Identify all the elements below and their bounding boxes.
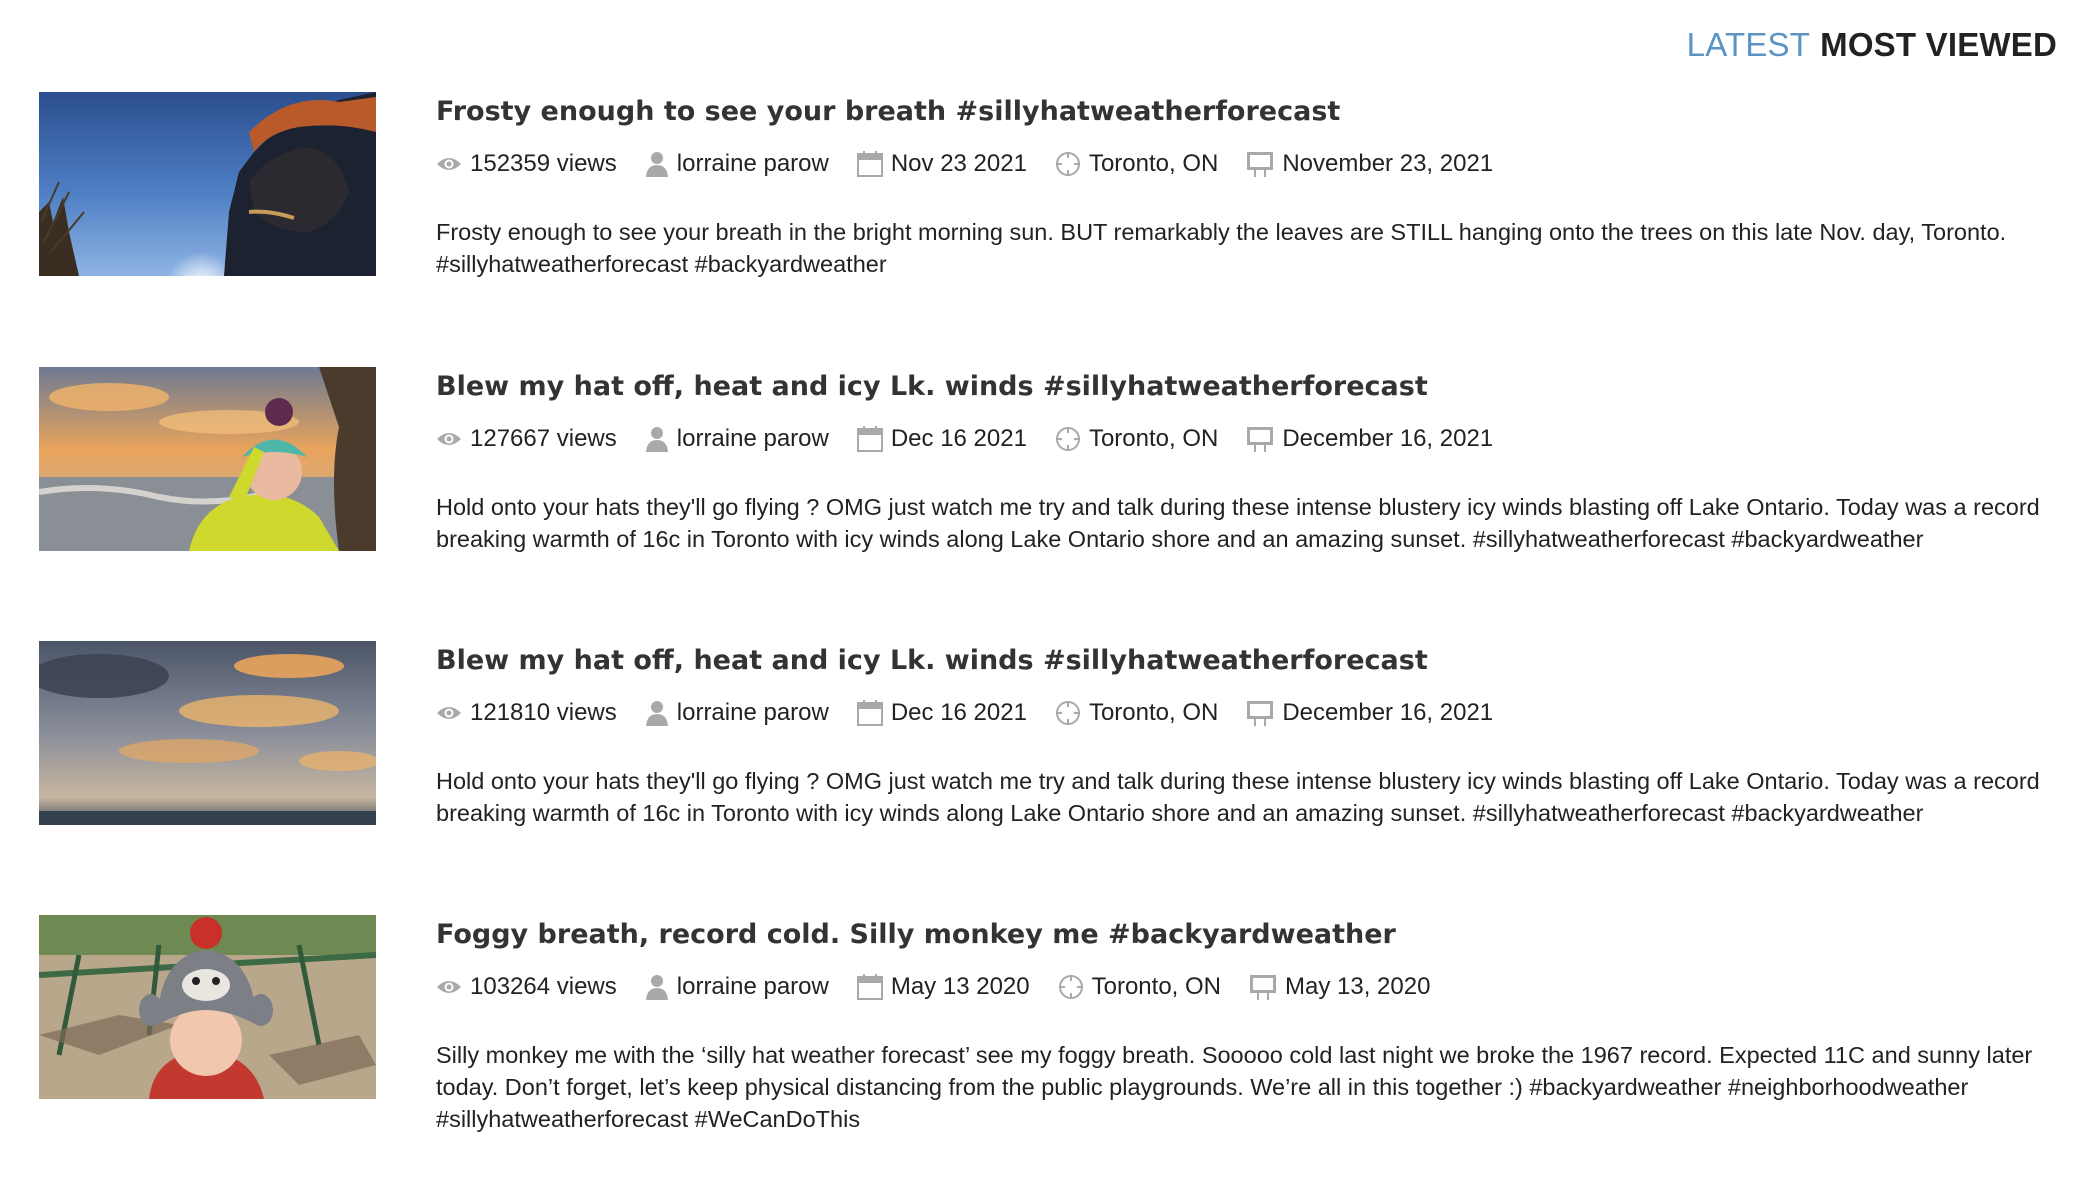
author[interactable] [645,699,829,727]
video-thumbnail[interactable] [39,915,376,1099]
user-icon [645,700,669,726]
tab-latest[interactable]: LATEST [1686,26,1811,63]
video-thumbnail[interactable] [39,92,376,276]
location-text: Toronto, ON [1088,150,1219,177]
video-thumbnail[interactable] [39,641,376,825]
eye-icon [436,155,462,173]
views-count [436,150,617,178]
video-meta [436,969,2046,1005]
video-list-item [39,92,2049,352]
thumbnail-monkey-hat-image [39,915,376,1099]
location [1058,973,1221,1001]
user-icon [645,974,669,1000]
views-text: 127667 views [470,425,617,452]
video-title[interactable]: Frosty enough to see your breath #sillyhatweatherforecast [436,96,1341,127]
calendar-icon [857,151,883,177]
date-short-text: Nov 23 2021 [890,150,1027,177]
presentation-board-icon [1246,700,1274,726]
eye-icon [436,430,462,448]
date-short-text: Dec 16 2021 [890,425,1027,452]
video-description: Silly monkey me with the ‘silly hat weather forecast’ see my foggy breath. Sooooo cold last night we broke the 1967 record. Expected 11C and sunny later today. Don’t forget, let’s keep physical distancing from the public playgrounds. We’re all in this together :) #backyardweather #neighborhoodweather #sillyhatweatherforecast #WeCanDoThis [436,1042,2033,1132]
views-text: 152359 views [470,150,617,177]
crosshair-icon [1055,700,1081,726]
location-text: Toronto, ON [1088,699,1219,726]
upload-date [857,425,1027,453]
location-text: Toronto, ON [1088,425,1219,452]
author-name: lorraine parow [676,699,829,726]
video-title[interactable]: Blew my hat off, heat and icy Lk. winds #sillyhatweatherforecast [436,371,1428,402]
views-count [436,699,617,727]
video-description: Frosty enough to see your breath in the bright morning sun. BUT remarkably the leaves are STILL hanging onto the trees on this late Nov. day, Toronto. #sillyhatweatherforecast #backyardweather [436,219,2007,277]
upload-date [857,150,1027,178]
upload-date [857,973,1030,1001]
posted-date [1246,699,1493,727]
video-meta [436,421,2046,457]
video-list-item [39,641,2049,901]
date-long-text: May 13, 2020 [1285,973,1431,1000]
location [1055,150,1218,178]
calendar-icon [857,974,883,1000]
author[interactable] [645,425,829,453]
video-meta [436,146,2046,182]
video-thumbnail[interactable] [39,367,376,551]
posted-date [1249,973,1430,1001]
thumbnail-sunset-lake-image [39,641,376,825]
author-name: lorraine parow [676,425,829,452]
author[interactable] [645,150,829,178]
video-list-item [39,367,2049,627]
video-title[interactable]: Foggy breath, record cold. Silly monkey me #backyardweather [436,919,1396,950]
location [1055,425,1218,453]
calendar-icon [857,700,883,726]
date-long-text: December 16, 2021 [1282,425,1494,452]
date-short-text: Dec 16 2021 [890,699,1027,726]
video-meta [436,695,2046,731]
video-title[interactable]: Blew my hat off, heat and icy Lk. winds #sillyhatweatherforecast [436,645,1428,676]
crosshair-icon [1058,974,1084,1000]
posted-date [1246,150,1493,178]
thumbnail-hat-sunset-image [39,367,376,551]
date-long-text: November 23, 2021 [1282,150,1494,177]
crosshair-icon [1055,426,1081,452]
location-text: Toronto, ON [1091,973,1221,1000]
presentation-board-icon [1246,426,1274,452]
views-text: 103264 views [470,973,617,1000]
calendar-icon [857,426,883,452]
presentation-board-icon [1249,974,1277,1000]
upload-date [857,699,1027,727]
video-description: Hold onto your hats they'll go flying ? OMG just watch me try and talk during these intense blustery icy winds blasting off Lake Ontario. Today was a record breaking warmth of 16c in Toronto with icy winds along Lake Ontario shore and an amazing sunset. #sillyhatweatherforecast #backyardweather [436,494,2040,552]
author[interactable] [645,973,829,1001]
views-count [436,973,617,1001]
tab-most-viewed[interactable]: MOST VIEWED [1820,26,2057,63]
sort-tabs [1687,26,2057,64]
video-list-item [39,915,2049,1175]
crosshair-icon [1055,151,1081,177]
date-short-text: May 13 2020 [890,973,1030,1000]
eye-icon [436,978,462,996]
eye-icon [436,704,462,722]
user-icon [645,426,669,452]
views-count [436,425,617,453]
presentation-board-icon [1246,151,1274,177]
location [1055,699,1218,727]
author-name: lorraine parow [676,150,829,177]
video-description: Hold onto your hats they'll go flying ? OMG just watch me try and talk during these intense blustery icy winds blasting off Lake Ontario. Today was a record breaking warmth of 16c in Toronto with icy winds along Lake Ontario shore and an amazing sunset. #sillyhatweatherforecast #backyardweather [436,768,2040,826]
date-long-text: December 16, 2021 [1282,699,1494,726]
views-text: 121810 views [470,699,617,726]
thumbnail-frosty-breath-image [39,92,376,276]
user-icon [645,151,669,177]
posted-date [1246,425,1493,453]
author-name: lorraine parow [676,973,829,1000]
